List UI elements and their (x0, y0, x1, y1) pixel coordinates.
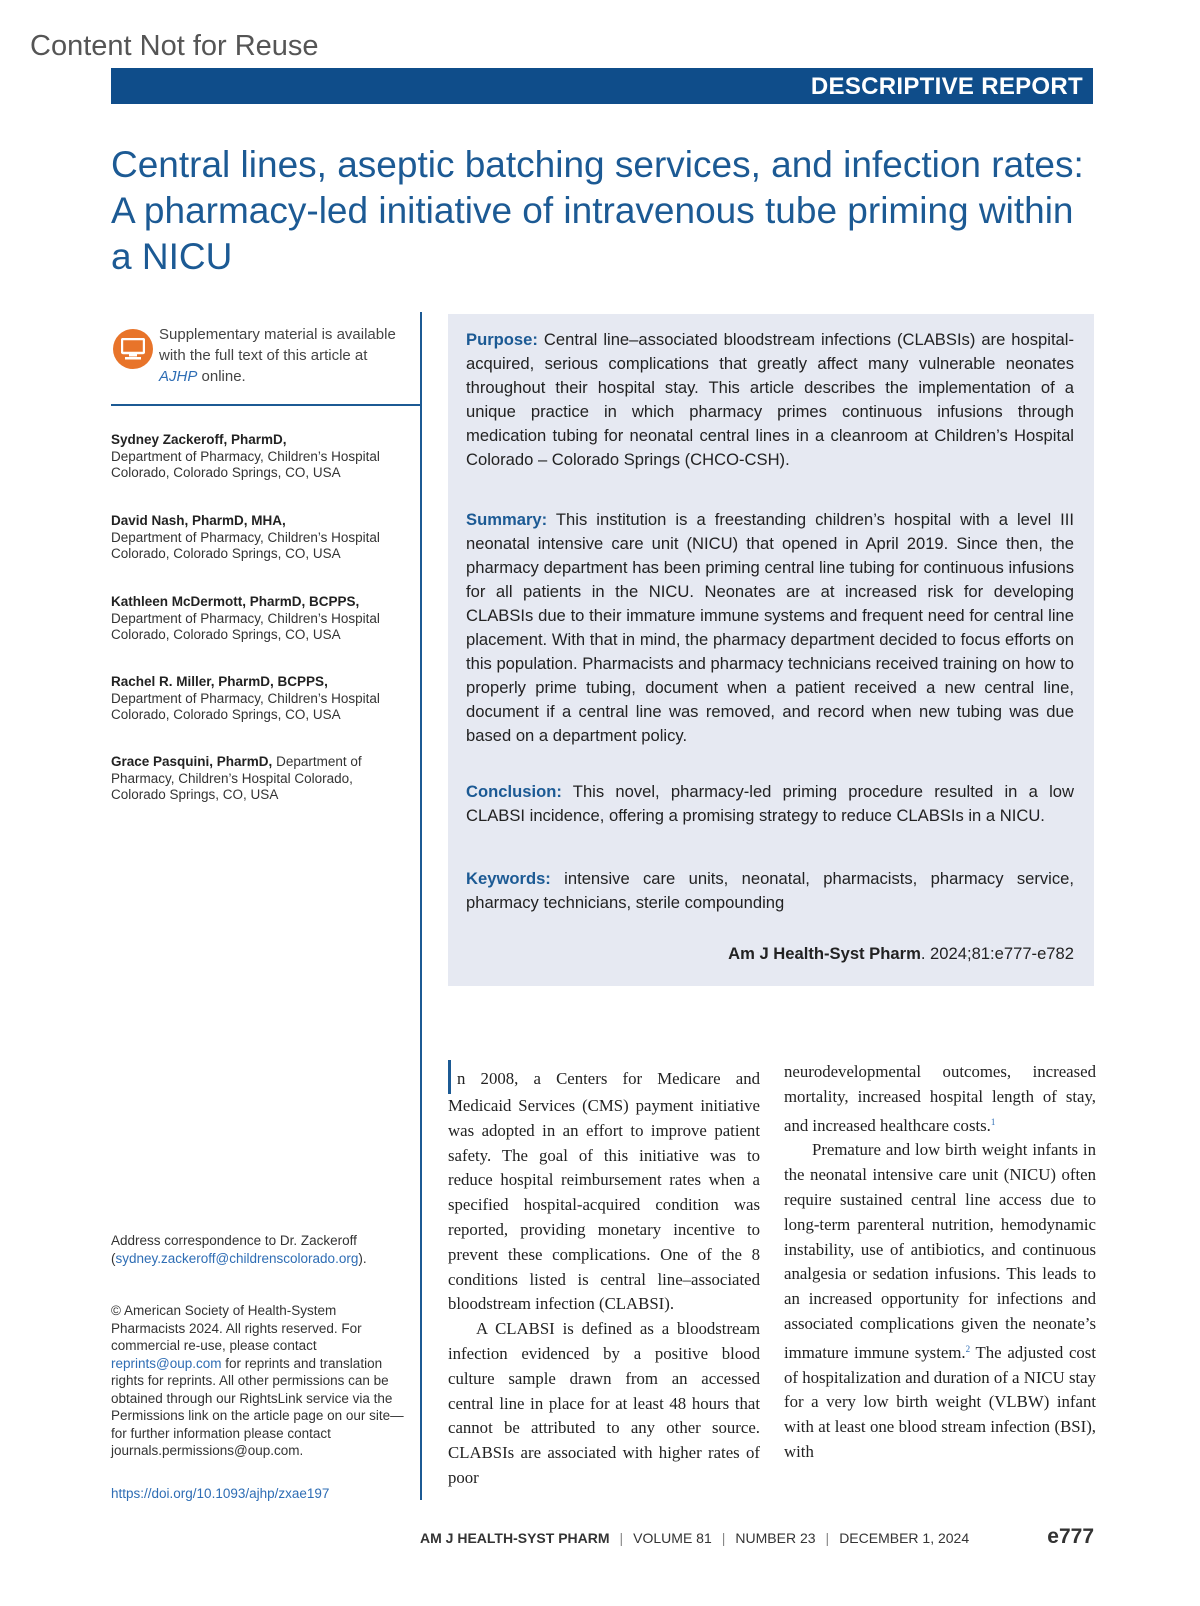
correspondence-email-link[interactable]: sydney.zackeroff@childrenscolorado.org (115, 1251, 359, 1266)
author-entry: Rachel R. Miller, PharmD, BCPPS, Department of Pharmacy, Children’s Hospital Colorado, Colorado Springs, CO, USA (111, 674, 380, 722)
abstract-summary: Summary: This institution is a freestanding children’s hospital with a level III neonatal intensive care unit (NICU) that opened in April 2019. Since then, the pharmacy department has been priming central line tubing for continuous infusions for all patients in the NICU. Neonates are at increased risk for developing CLABSIs due to their immature immune systems and frequent need for central line placement. With that in mind, the pharmacy department decided to focus efforts on this population. Pharmacists and pharmacy technicians received training on how to properly prime tubing, document when a patient received a new central line, document if a central line was removed, and record when new tubing was due based on a department policy. (466, 510, 1074, 745)
footer-number: NUMBER 23 (735, 1530, 816, 1546)
correspondence-note: Address correspondence to Dr. Zackeroff (sydney.zackeroff@childrenscolorado.org). (111, 1233, 367, 1266)
reprints-email-link[interactable]: reprints@oup.com (111, 1355, 222, 1371)
citation: Am J Health-Syst Pharm. 2024;81:e777-e782 (728, 944, 1074, 963)
footer-journal: AM J HEALTH-SYST PHARM (420, 1530, 610, 1546)
article-title: Central lines, aseptic batching services, and infection rates: A pharmacy-led initiative of intravenous tube priming within a NICU (111, 144, 1084, 277)
abstract-purpose: Purpose: Central line–associated bloodstream infections (CLABSIs) are hospital-acquired, serious complications that greatly affect many vulnerable neonates throughout their hospital stay. This article describes the implementation of a unique practice in which pharmacy primes continuous infusions through medication tubing for neonatal central lines in a cleanroom at Children’s Hospital Colorado – Colorado Springs (CHCO-CSH). (466, 330, 1074, 469)
computer-icon (113, 329, 153, 369)
page-footer: AM J HEALTH-SYST PHARM | VOLUME 81 | NUMBER 23 | DECEMBER 1, 2024 e777 (420, 1525, 1094, 1548)
body-paragraph: neurodevelopmental outcomes, increased mortality, increased hospital length of stay, and increased healthcare costs.$^1$ (784, 1062, 1096, 1135)
abstract-box (448, 314, 1094, 986)
abstract-conclusion: Conclusion: This novel, pharmacy-led priming procedure resulted in a low CLABSI incidence, offering a promising strategy to reduce CLABSIs in a NICU. (466, 782, 1074, 825)
reference-link[interactable]: 1 (990, 1116, 996, 1127)
body-paragraph: n 2008, a Centers for Medicare and Medicaid Services (CMS) payment initiative was adopted in an effort to improve patient safety. The goal of this initiative was to reduce hospital reimbursement rates when a specified hospital-acquired condition was reported, providing monetary incentive to prevent these complications. One of the 8 conditions listed is central line–associated bloodstream infection (CLABSI). (448, 1060, 760, 1317)
body-column-1 (448, 1060, 760, 1491)
author-entry: Grace Pasquini, PharmD, Department of Pharmacy, Children’s Hospital Colorado, Colorado Springs, CO, USA (111, 754, 362, 802)
left-column-rule (420, 312, 422, 1500)
drop-cap-i (448, 1060, 451, 1094)
author-entry: Kathleen McDermott, PharmD, BCPPS, Department of Pharmacy, Children’s Hospital Colorado, Colorado Springs, CO, USA (111, 594, 380, 642)
author-entry: David Nash, PharmD, MHA, Department of Pharmacy, Children’s Hospital Colorado, Colorado Springs, CO, USA (111, 513, 380, 561)
footer-volume: VOLUME 81 (633, 1530, 712, 1546)
body-paragraph: Premature and low birth weight infants in the neonatal intensive care unit (NICU) often require sustained central line access due to long-term parenteral nutrition, hemodynamic instability, use of antibiotics, and continuous analgesia or sedation infusions. This leads to an increased opportunity for infections and associated complications given the neonate’s immature immune system.$^2$ The adjusted cost of hospitalization and duration of a NICU stay for a very low birth weight (VLBW) infant with at least one blood stream infection (BSI), with (784, 1140, 1096, 1461)
footer-date: DECEMBER 1, 2024 (839, 1530, 970, 1546)
body-column-2 (784, 1060, 1096, 1465)
watermark: Content Not for Reuse (30, 30, 319, 62)
banner-label: DESCRIPTIVE REPORT (810, 73, 1083, 100)
supplementary-note: Supplementary material is available with the full text of this article at AJHP online. (159, 326, 396, 385)
copyright-note: © American Society of Health-System Pharmacists 2024. All rights reserved. For commercial re-use, please contact reprints@oup.com for reprints and translation rights for reprints. All other permissions can be obtained through our RightsLink service via the Permissions link on the article page on our site—for further information please contact journals.permissions@oup.com. (111, 1303, 404, 1458)
page-number: e777 (1047, 1525, 1094, 1548)
doi-link[interactable]: https://doi.org/10.1093/ajhp/zxae197 (111, 1486, 330, 1501)
body-paragraph: A CLABSI is defined as a bloodstream infection evidenced by a positive blood culture sample drawn from an accessed central line in place for at least 48 hours that cannot be attributed to any other source. CLABSIs are associated with higher rates of poor (448, 1319, 760, 1487)
section-banner (111, 68, 1093, 104)
journal-link[interactable]: AJHP (159, 368, 198, 385)
reference-link[interactable]: 2 (965, 1343, 971, 1354)
author-entry: Sydney Zackeroff, PharmD, Department of Pharmacy, Children’s Hospital Colorado, Colorado Springs, CO, USA (111, 432, 380, 480)
abstract-keywords: Keywords: intensive care units, neonatal, pharmacists, pharmacy service, pharmacy technicians, sterile compounding (466, 869, 1074, 912)
